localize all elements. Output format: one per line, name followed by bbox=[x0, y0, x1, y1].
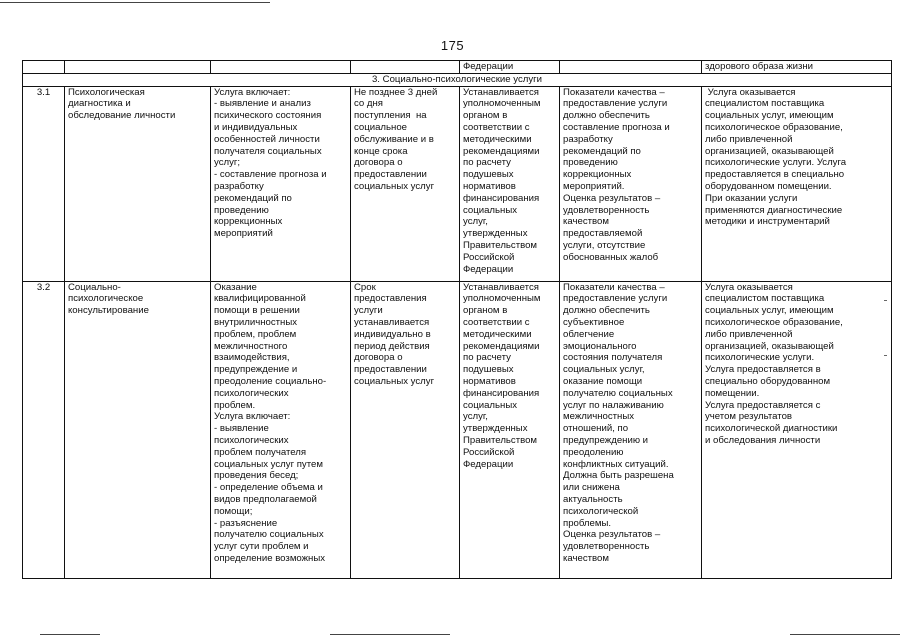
service-conditions: Услуга оказывается специалистом поставщика социальных услуг, имеющим психологическое образование, либо привлеченной организацией, оказывающей психологические услуги. Услуга предоставляется в специально оборудованном помещении. Услуга предоставляется с учетом результатов психологической диагностики и обследования личности bbox=[702, 281, 892, 578]
cell bbox=[351, 61, 460, 74]
service-number: 3.2 bbox=[23, 281, 65, 578]
service-name: Психологическая диагностика и обследование личности bbox=[65, 86, 211, 281]
cell bbox=[560, 61, 702, 74]
service-conditions: Услуга оказывается специалистом поставщика социальных услуг, имеющим психологическое образование, либо привлеченной организацией, оказывающей психологические услуги. Услуга предоставляется в специально оборудованном помещении. При оказании услуги применяются диагностические методики и инструментарий bbox=[702, 86, 892, 281]
service-name: Социально- психологическое консультирование bbox=[65, 281, 211, 578]
scan-artifact-line bbox=[330, 634, 450, 635]
section-title: 3. Социально-психологические услуги bbox=[23, 73, 892, 86]
cell bbox=[23, 61, 65, 74]
scan-artifact-line bbox=[0, 2, 270, 3]
cell bbox=[65, 61, 211, 74]
cell bbox=[211, 61, 351, 74]
table-row bbox=[23, 86, 892, 281]
continuation-row bbox=[23, 61, 892, 74]
cell: здорового образа жизни bbox=[702, 61, 892, 74]
page-number: 175 bbox=[440, 38, 465, 53]
scan-artifact-line bbox=[790, 634, 900, 635]
service-norms: Устанавливается уполномоченным органом в соответствии с методическими рекомендациями по расчету подушевых нормативов финансирования социальных услуг, утвержденных Правительством Российской Федерации bbox=[460, 86, 560, 281]
table-row bbox=[23, 281, 892, 578]
services-table bbox=[22, 60, 892, 579]
service-term: Срок предоставления услуги устанавливается индивидуально в период действия договора о предоставлении социальных услуг bbox=[351, 281, 460, 578]
service-quality: Показатели качества – предоставление услуги должно обеспечить субъективное облегчение эмоционального состояния получателя социальных услуг, оказание помощи получателю социальных услуг по налаживанию межличностных отношений, по предупреждению и преодолению конфликтных ситуаций. Должна быть разрешена или снижена актуальность психологической проблемы. Оценка результатов – удовлетворенность качеством bbox=[560, 281, 702, 578]
service-quality: Показатели качества – предоставление услуги должно обеспечить составление прогноза и разработку рекомендаций по проведению коррекционных мероприятий. Оценка результатов – удовлетворенность качеством предоставляемой услуги, отсутствие обоснованных жалоб bbox=[560, 86, 702, 281]
cell: Федерации bbox=[460, 61, 560, 74]
service-number: 3.1 bbox=[23, 86, 65, 281]
scan-artifact-line bbox=[40, 634, 100, 635]
service-norms: Устанавливается уполномоченным органом в соответствии с методическими рекомендациями по расчету подушевых нормативов финансирования социальных услуг, утвержденных Правительством Российской Федерации bbox=[460, 281, 560, 578]
service-content: Оказание квалифицированной помощи в решении внутриличностных проблем, проблем межличностного взаимодействия, предупреждение и преодоление социально- психологических проблем. Услуга включает: - выявление психологических проблем получателя социальных услуг путем проведения бесед; - определение объема и видов предполагаемой помощи; - разъяснение получателю социальных услуг сути проблем и определение возможных bbox=[211, 281, 351, 578]
section-header-row bbox=[23, 73, 892, 86]
service-content: Услуга включает: - выявление и анализ психического состояния и индивидуальных особенностей личности получателя социальных услуг; - составление прогноза и разработку рекомендаций по проведению коррекционных мероприятий bbox=[211, 86, 351, 281]
service-term: Не позднее 3 дней со дня поступления на социальное обслуживание и в конце срока договора о предоставлении социальных услуг bbox=[351, 86, 460, 281]
